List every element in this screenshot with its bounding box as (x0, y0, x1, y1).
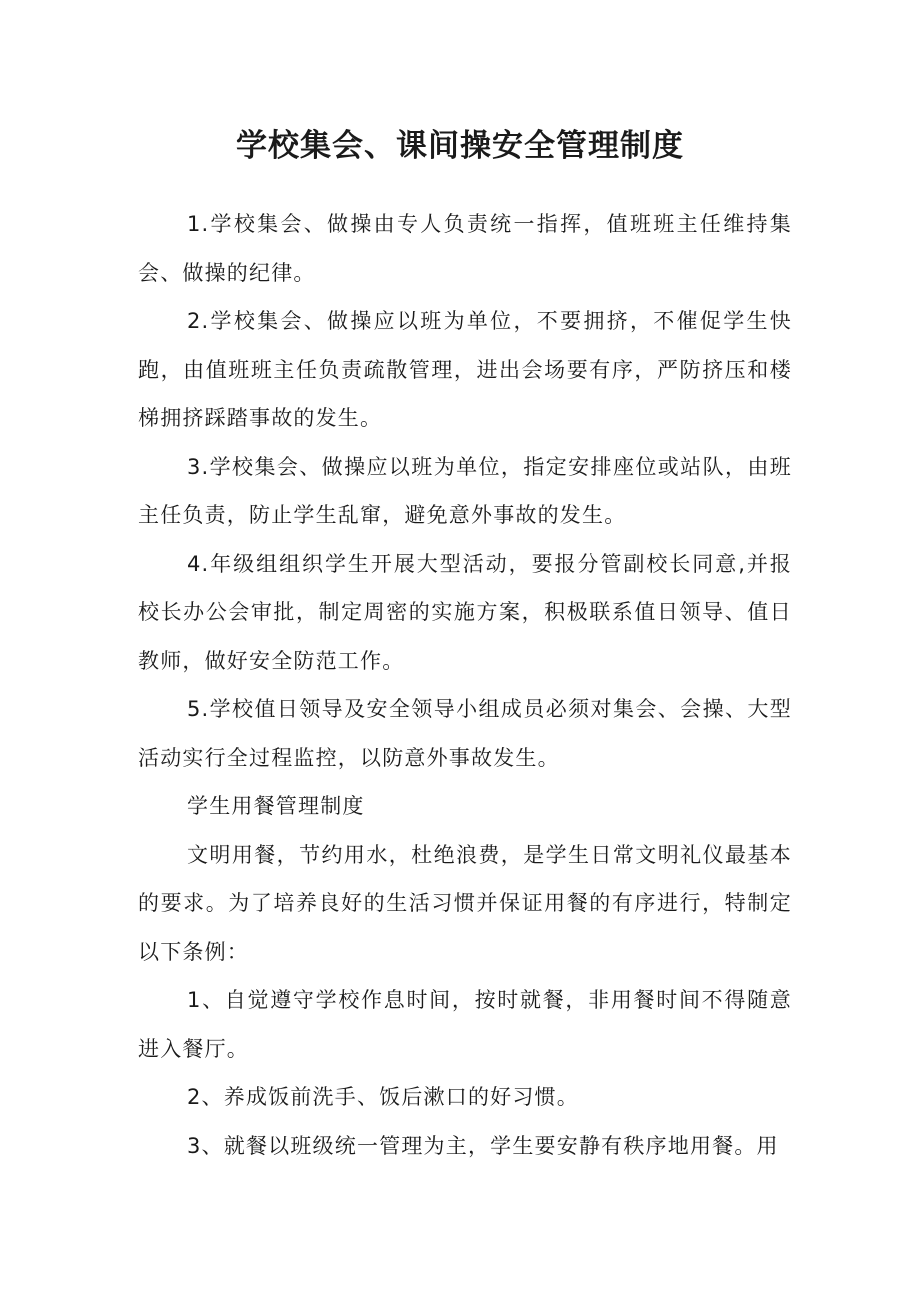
paragraph-rule-3: 3.学校集会、做操应以班为单位，指定安排座位或站队，由班主任负责，防止学生乱窜，避免意外事故的发生。 (138, 454, 792, 527)
paragraph-dining-rule-3: 3、就餐以班级统一管理为主，学生要安静有秩序地用餐。用 (187, 1133, 779, 1158)
section-heading-dining: 学生用餐管理制度 (187, 794, 365, 818)
paragraph-rule-2: 2.学校集会、做操应以班为单位，不要拥挤，不催促学生快跑，由值班班主任负责疏散管理，进出会场要有序，严防挤压和楼梯拥挤踩踏事故的发生。 (138, 309, 792, 430)
paragraph-dining-intro: 文明用餐，节约用水，杜绝浪费，是学生日常文明礼仪最基本的要求。为了培养良好的生活习惯并保证用餐的有序进行，特制定以下条例： (138, 842, 792, 964)
document-title: 学校集会、课间操安全管理制度 (236, 128, 684, 164)
paragraph-dining-rule-1: 1、自觉遵守学校作息时间，按时就餐，非用餐时间不得随意进入餐厅。 (138, 988, 792, 1061)
paragraph-rule-1: 1.学校集会、做操由专人负责统一指挥，值班班主任维持集会、做操的纪律。 (138, 212, 792, 285)
paragraph-dining-rule-2: 2、养成饭前洗手、饭后漱口的好习惯。 (187, 1085, 579, 1109)
paragraph-rule-4: 4.年级组组织学生开展大型活动，要报分管副校长同意,并报校长办公会审批，制定周密的实施方案，积极联系值日领导、值日教师，做好安全防范工作。 (138, 551, 792, 673)
document-body (138, 200, 792, 1170)
paragraph-rule-5: 5.学校值日领导及安全领导小组成员必须对集会、会操、大型活动实行全过程监控，以防意外事故发生。 (138, 697, 792, 770)
